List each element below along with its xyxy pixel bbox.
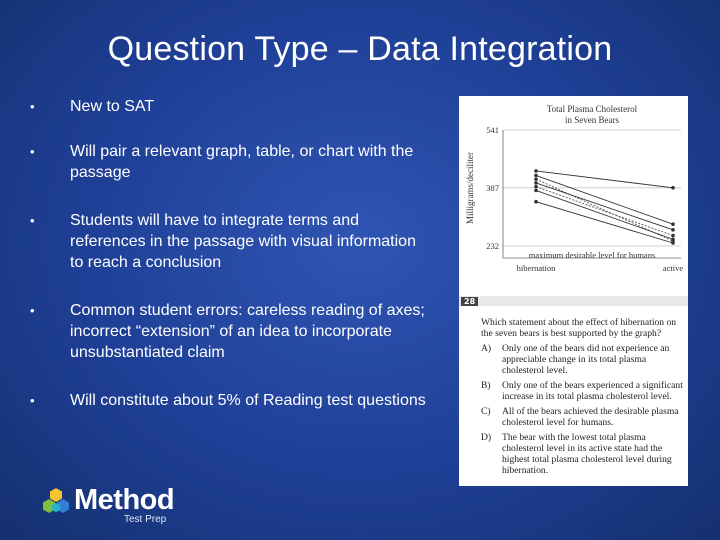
chart-title-line: in Seven Bears [565,115,619,125]
bullet-text: New to SAT [70,98,155,115]
data-point [534,200,538,204]
chart-title-line: Total Plasma Cholesterol [546,104,638,114]
reference-line-label: maximum desirable level for humans [528,250,656,260]
y-axis-label: Milligrams/deciliter [465,152,475,224]
bullet-item [30,96,430,117]
data-point [671,186,675,190]
data-point [534,174,538,178]
answer-option-a [481,343,683,376]
series-line [536,187,673,236]
option-letter: B) [481,380,491,391]
y-tick-label: 232 [486,241,499,251]
bullet-dot: • [30,303,35,318]
bullet-item [30,210,430,273]
bullet-text: Common student errors: careless reading of axes; incorrect “extension” of an idea to incorporate unsubstantiated claim [70,302,425,361]
answer-option-d [481,432,683,476]
bullet-dot: • [30,393,35,408]
option-letter: A) [481,343,492,354]
data-point [534,189,538,193]
option-letter: D) [481,432,492,443]
y-tick-label: 541 [486,125,499,135]
bullet-dot: • [30,99,35,114]
data-point [671,237,675,241]
bullet-item [30,300,430,363]
data-point [534,177,538,181]
option-letter: C) [481,406,491,417]
data-point [671,222,675,226]
hexagon-cluster-icon [42,486,72,516]
y-tick-label: 387 [486,182,499,193]
option-text: All of the bears achieved the desirable plasma cholesterol level for humans. [502,406,679,428]
option-text: Only one of the bears experienced a significant increase in its total plasma cholesterol level. [502,380,683,402]
bullet-dot: • [30,144,35,159]
bullet-text: Will pair a relevant graph, table, or chart with the passage [70,143,414,181]
bullet-text: Students will have to integrate terms and references in the passage with visual information to reach a conclusion [70,212,416,271]
answer-option-b [481,380,683,402]
question-number: 28 [461,297,478,306]
series-line [536,175,673,224]
logo-tagline: Test Prep [124,514,167,525]
series-line [536,171,673,188]
bullet-item [30,390,430,411]
x-tick-label: hibernation [516,263,556,273]
bullet-item [30,141,430,183]
data-point [671,228,675,232]
logo-wordmark: Method [74,484,175,516]
option-text: Only one of the bears did not experience an appreciable change in its total plasma cholesterol level. [502,343,670,376]
question-block [481,317,683,476]
data-point [671,234,675,238]
bullet-dot: • [30,213,35,228]
x-tick-label: active [662,263,684,273]
bullet-list [30,96,430,411]
option-text: The bear with the lowest total plasma cholesterol level in its active state had the highest total plasma cholesterol level during hibernation. [502,432,672,476]
answer-option-c [481,406,683,428]
question-stem: Which statement about the effect of hibernation on the seven bears is best supported by the graph? [481,317,677,339]
sat-question-figure [459,96,688,486]
bullet-text: Will constitute about 5% of Reading test questions [70,392,426,409]
slide-title: Question Type – Data Integration [107,30,613,68]
data-point [671,241,675,245]
method-test-prep-logo [42,483,192,533]
data-point [534,185,538,189]
question-header-bar [459,296,688,306]
data-point [534,169,538,173]
cholesterol-line-chart [459,96,688,296]
data-point [534,181,538,185]
series-line [536,190,673,239]
